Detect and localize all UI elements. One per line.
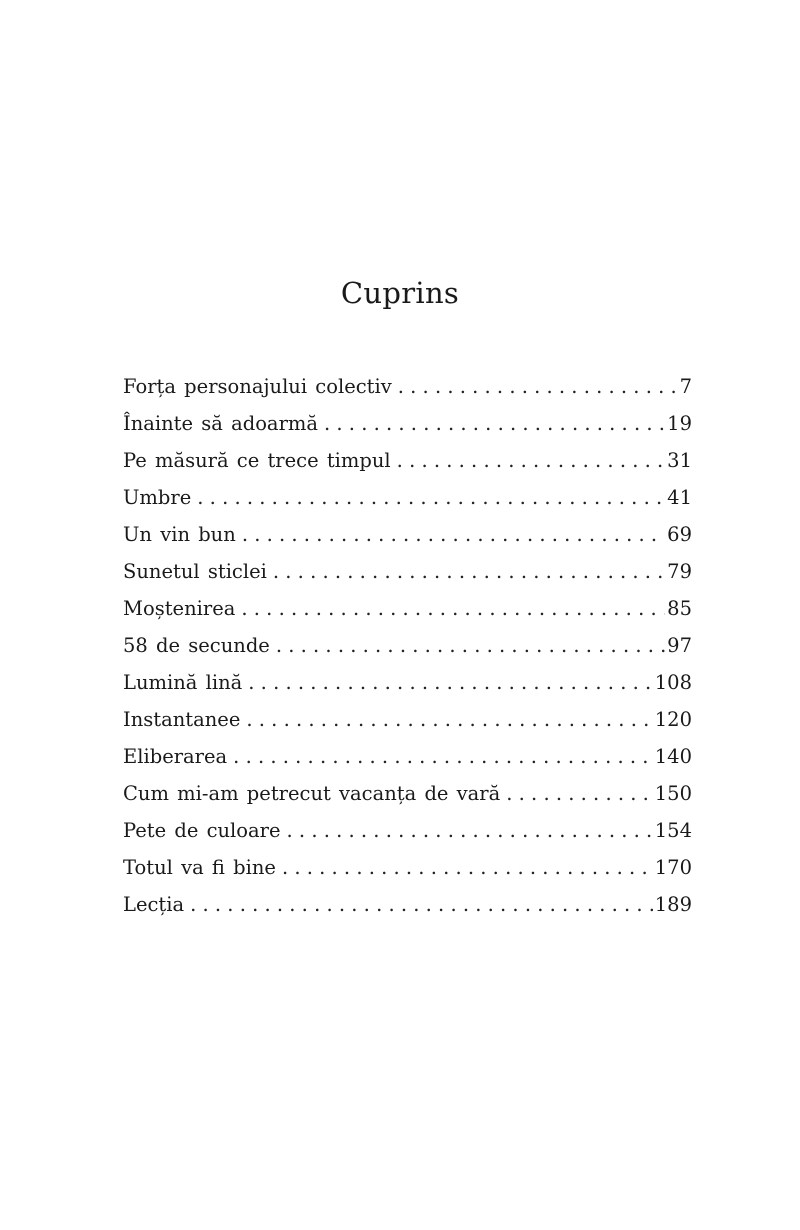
page-title: Cuprins — [340, 276, 460, 310]
dot-leader — [233, 738, 653, 775]
dot-leader — [242, 516, 665, 553]
toc-entry — [123, 627, 692, 664]
toc-entry-page: 79 — [667, 560, 692, 583]
toc-entry-page: 31 — [667, 449, 692, 472]
toc-entry — [123, 849, 692, 886]
toc-entry-title: Umbre — [123, 486, 192, 509]
toc-entry-title: Lecția — [123, 893, 185, 916]
toc-entry — [123, 405, 692, 442]
toc-entry — [123, 738, 692, 775]
dot-leader — [276, 627, 665, 664]
dot-leader — [398, 368, 678, 405]
toc-entry-title: Pe măsură ce trece timpul — [123, 449, 391, 472]
toc-entry-title: Eliberarea — [123, 745, 228, 768]
toc-entry-title: 58 de secunde — [123, 634, 270, 657]
toc-entry-title: Moștenirea — [123, 597, 236, 620]
toc-entry — [123, 590, 692, 627]
toc-entry — [123, 886, 692, 923]
dot-leader — [397, 442, 666, 479]
toc-entry — [123, 553, 692, 590]
toc-entry-title: Lumină lină — [123, 671, 243, 694]
dot-leader — [273, 553, 665, 590]
toc-entry-page: 154 — [654, 819, 692, 842]
toc-entry-page: 69 — [667, 523, 692, 546]
toc-entry-page: 108 — [654, 671, 692, 694]
toc-entry — [123, 479, 692, 516]
toc-entry — [123, 368, 692, 405]
dot-leader — [282, 849, 653, 886]
toc-entry-title: Sunetul sticlei — [123, 560, 267, 583]
toc-entry — [123, 516, 692, 553]
toc-entry-title: Totul va fi bine — [123, 856, 276, 879]
toc-entry-title: Instantanee — [123, 708, 241, 731]
toc-entry — [123, 701, 692, 738]
toc-entry-title: Înainte să adoarmă — [123, 412, 319, 435]
toc-entry — [123, 775, 692, 812]
toc-entry-title: Un vin bun — [123, 523, 236, 546]
toc-entry-title: Forța personajului colectiv — [123, 375, 392, 398]
toc-entry-page: 41 — [667, 486, 692, 509]
toc-entry-page: 7 — [679, 375, 692, 398]
toc-entry-page: 150 — [654, 782, 692, 805]
dot-leader — [506, 775, 653, 812]
toc-entry — [123, 812, 692, 849]
dot-leader — [197, 479, 665, 516]
dot-leader — [248, 664, 652, 701]
toc-entry-title: Cum mi-am petrecut vacanța de vară — [123, 782, 501, 805]
dot-leader — [287, 812, 653, 849]
toc-entry-page: 170 — [654, 856, 692, 879]
dot-leader — [190, 886, 653, 923]
table-of-contents — [123, 368, 692, 923]
dot-leader — [324, 405, 665, 442]
toc-entry-page: 120 — [654, 708, 692, 731]
toc-entry — [123, 664, 692, 701]
toc-entry-title: Pete de culoare — [123, 819, 281, 842]
toc-entry-page: 140 — [654, 745, 692, 768]
toc-entry-page: 97 — [667, 634, 692, 657]
toc-entry-page: 189 — [654, 893, 692, 916]
dot-leader — [246, 701, 652, 738]
toc-entry-page: 19 — [667, 412, 692, 435]
toc-entry-page: 85 — [667, 597, 692, 620]
toc-entry — [123, 442, 692, 479]
dot-leader — [241, 590, 665, 627]
